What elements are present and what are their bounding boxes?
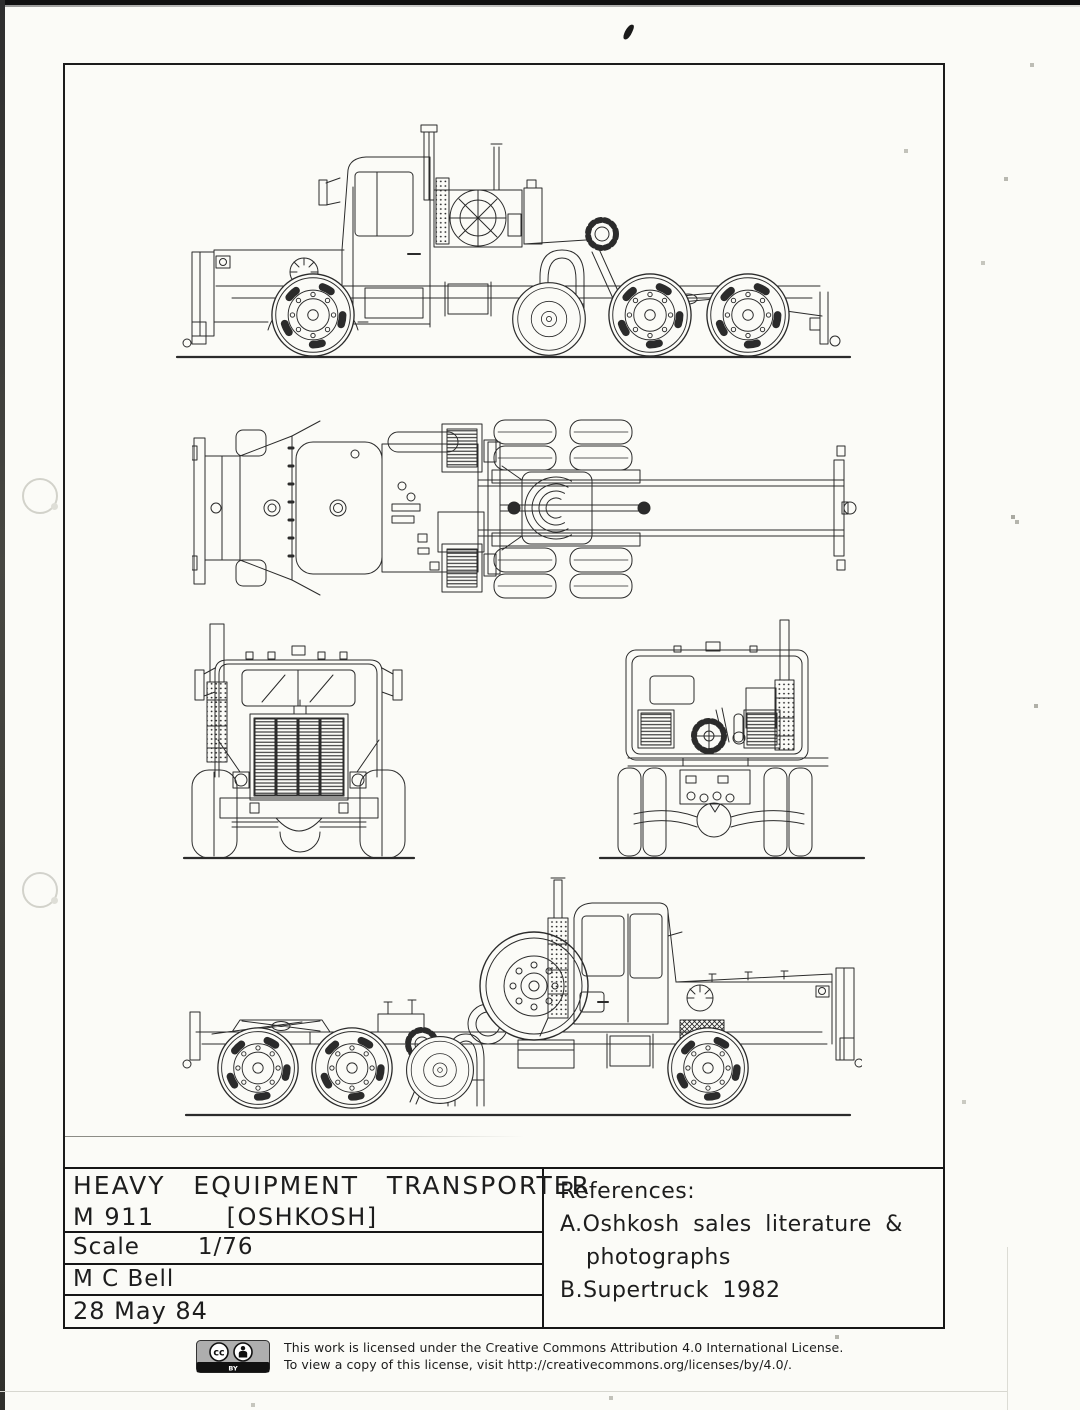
- cc-logo-icon: cc: [213, 1347, 225, 1359]
- title-block-left: [65, 1169, 591, 1327]
- reference-item-b: B.Supertruck 1982: [560, 1278, 781, 1303]
- punch-hole: [22, 872, 58, 908]
- rear-view-drawing: [598, 618, 870, 865]
- drawing-title: HEAVY EQUIPMENT TRANSPORTER: [73, 1171, 591, 1200]
- model-number: M 911: [73, 1203, 155, 1231]
- author-cell: M C Bell: [65, 1263, 542, 1294]
- front-view-drawing: [182, 622, 417, 867]
- reference-item-a-cont: photographs: [586, 1245, 731, 1270]
- scale-value: 1/76: [197, 1234, 254, 1260]
- license-line-2: To view a copy of this license, visit http://creativecommons.org/licenses/by/4.0/.: [284, 1356, 793, 1372]
- scan-edge-left: [0, 0, 5, 1410]
- license-footer: [196, 1340, 843, 1373]
- date-cell: 28 May 84: [65, 1294, 542, 1327]
- punch-hole: [22, 478, 58, 514]
- ink-smudge: [622, 24, 635, 41]
- cc-by-badge-icon: [196, 1340, 270, 1373]
- license-line-1: This work is licensed under the Creative Commons Attribution 4.0 International License.: [284, 1340, 844, 1355]
- references-heading: References:: [560, 1179, 696, 1204]
- cc-by-label: BY: [228, 1364, 238, 1373]
- scan-fold-line: [0, 1391, 1008, 1392]
- faint-guide-line: [65, 1136, 525, 1137]
- manufacturer: [OSHKOSH]: [226, 1203, 378, 1231]
- scale-cell: [65, 1231, 542, 1263]
- top-plan-view-drawing: [192, 416, 857, 616]
- scan-edge-top-shadow: [0, 5, 1080, 7]
- side-view-right-drawing: [182, 874, 862, 1122]
- references-block: [544, 1169, 943, 1327]
- reference-item-a: A.Oshkosh sales literature &: [560, 1212, 903, 1237]
- model-line: [73, 1203, 542, 1231]
- license-text: [284, 1340, 843, 1373]
- side-view-left-drawing: [172, 92, 862, 364]
- scale-label: Scale: [73, 1234, 140, 1260]
- paper-edge-line: [1007, 1247, 1008, 1410]
- scan-speckles: [0, 0, 2, 2]
- title-cell: [65, 1169, 591, 1231]
- title-block: [63, 1167, 945, 1329]
